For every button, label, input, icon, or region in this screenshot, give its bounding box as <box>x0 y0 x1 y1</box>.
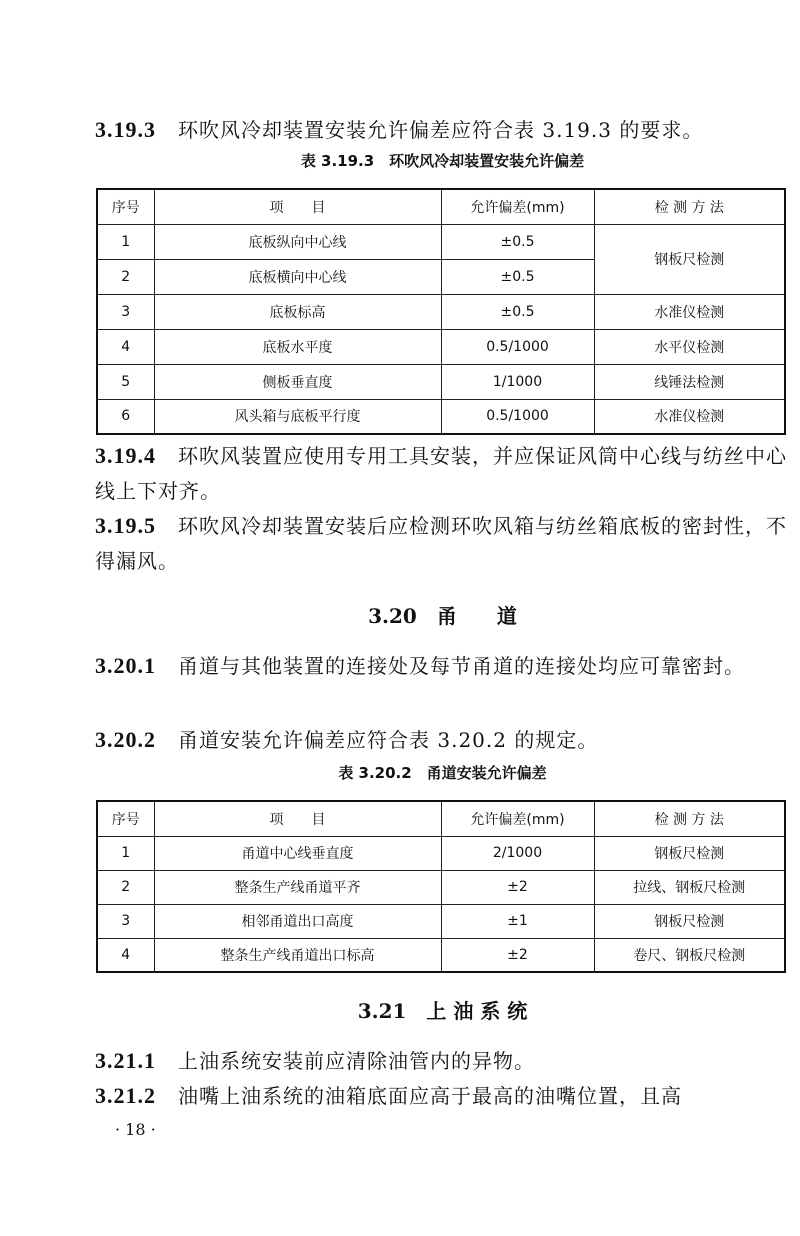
cell: 水准仪检测 <box>594 294 785 329</box>
table-row <box>97 224 785 259</box>
table-row <box>97 870 785 904</box>
cell: ±1 <box>441 904 594 938</box>
table-row <box>97 329 785 364</box>
cell: 侧板垂直度 <box>154 364 441 399</box>
table-row <box>97 294 785 329</box>
header-cell: 允许偏差(mm) <box>441 189 594 224</box>
header-cell: 检 测 方 法 <box>594 189 785 224</box>
cell: 底板纵向中心线 <box>154 224 441 259</box>
cell: 甬道中心线垂直度 <box>154 836 441 870</box>
cell: ±2 <box>441 938 594 972</box>
cell: 6 <box>97 399 154 434</box>
cell: 1/1000 <box>441 364 594 399</box>
cell: 1 <box>97 224 154 259</box>
section-heading-3-21: 3.21 上 油 系 统 <box>357 999 528 1023</box>
cell: 卷尺、钢板尺检测 <box>594 938 785 972</box>
table2-caption: 表 3.20.2 甬道安装允许偏差 <box>338 764 547 782</box>
cell: 2 <box>97 870 154 904</box>
cell: ±0.5 <box>441 224 594 259</box>
cell: 4 <box>97 938 154 972</box>
table-row <box>97 904 785 938</box>
cell: 1 <box>97 836 154 870</box>
cell: 3 <box>97 904 154 938</box>
cell: 整条生产线甬道平齐 <box>154 870 441 904</box>
table-row <box>97 364 785 399</box>
cell: 2 <box>97 259 154 294</box>
table-header-row <box>97 189 785 224</box>
header-cell: 序号 <box>97 189 154 224</box>
cell: 拉线、钢板尺检测 <box>594 870 785 904</box>
clause-3-19-3: 3.19.3 环吹风冷却装置安装允许偏差应符合表 3.19.3 的要求。 <box>95 117 704 142</box>
clause-3-20-2: 3.20.2 甬道安装允许偏差应符合表 3.20.2 的规定。 <box>95 727 599 752</box>
cell: 0.5/1000 <box>441 399 594 434</box>
header-cell: 项 目 <box>154 189 441 224</box>
header-cell: 项 目 <box>154 801 441 836</box>
page-number: · 18 · <box>115 1120 156 1139</box>
cell: 底板水平度 <box>154 329 441 364</box>
table-3-20-2 <box>96 800 786 973</box>
cell: 相邻甬道出口高度 <box>154 904 441 938</box>
cell: 线锤法检测 <box>594 364 785 399</box>
cell: 钢板尺检测 <box>594 836 785 870</box>
table-row <box>97 399 785 434</box>
cell: 0.5/1000 <box>441 329 594 364</box>
clause-3-21-2: 3.21.2 油嘴上油系统的油箱底面应高于最高的油嘴位置，且高 <box>95 1083 682 1108</box>
cell: ±0.5 <box>441 259 594 294</box>
cell: 钢板尺检测 <box>594 904 785 938</box>
table-row <box>97 938 785 972</box>
cell: 4 <box>97 329 154 364</box>
table-header-row <box>97 801 785 836</box>
clause-3-20-1: 3.20.1 甬道与其他装置的连接处及每节甬道的连接处均应可靠密封。 <box>95 653 745 678</box>
cell: 5 <box>97 364 154 399</box>
header-cell: 允许偏差(mm) <box>441 801 594 836</box>
header-cell: 检 测 方 法 <box>594 801 785 836</box>
cell: 水平仪检测 <box>594 329 785 364</box>
cell: 风头箱与底板平行度 <box>154 399 441 434</box>
cell: 水准仪检测 <box>594 399 785 434</box>
table1-caption: 表 3.19.3 环吹风冷却装置安装允许偏差 <box>300 152 585 170</box>
cell: 2/1000 <box>441 836 594 870</box>
clause-3-21-1: 3.21.1 上油系统安装前应清除油管内的异物。 <box>95 1048 535 1073</box>
cell: 整条生产线甬道出口标高 <box>154 938 441 972</box>
clause-3-19-5: 3.19.5 环吹风冷却装置安装后应检测环吹风箱与纺丝箱底板的密封性，不得漏风。 <box>95 513 787 573</box>
cell: 3 <box>97 294 154 329</box>
clause-3-19-4: 3.19.4 环吹风装置应使用专用工具安装，并应保证风筒中心线与纺丝中心线上下对齐。 <box>95 443 787 503</box>
table-row <box>97 836 785 870</box>
cell: 钢板尺检测 <box>594 224 785 294</box>
cell: ±2 <box>441 870 594 904</box>
cell: ±0.5 <box>441 294 594 329</box>
section-heading-3-20: 3.20 甬 道 <box>368 604 517 628</box>
table-3-19-3 <box>96 188 786 435</box>
header-cell: 序号 <box>97 801 154 836</box>
cell: 底板横向中心线 <box>154 259 441 294</box>
cell: 底板标高 <box>154 294 441 329</box>
